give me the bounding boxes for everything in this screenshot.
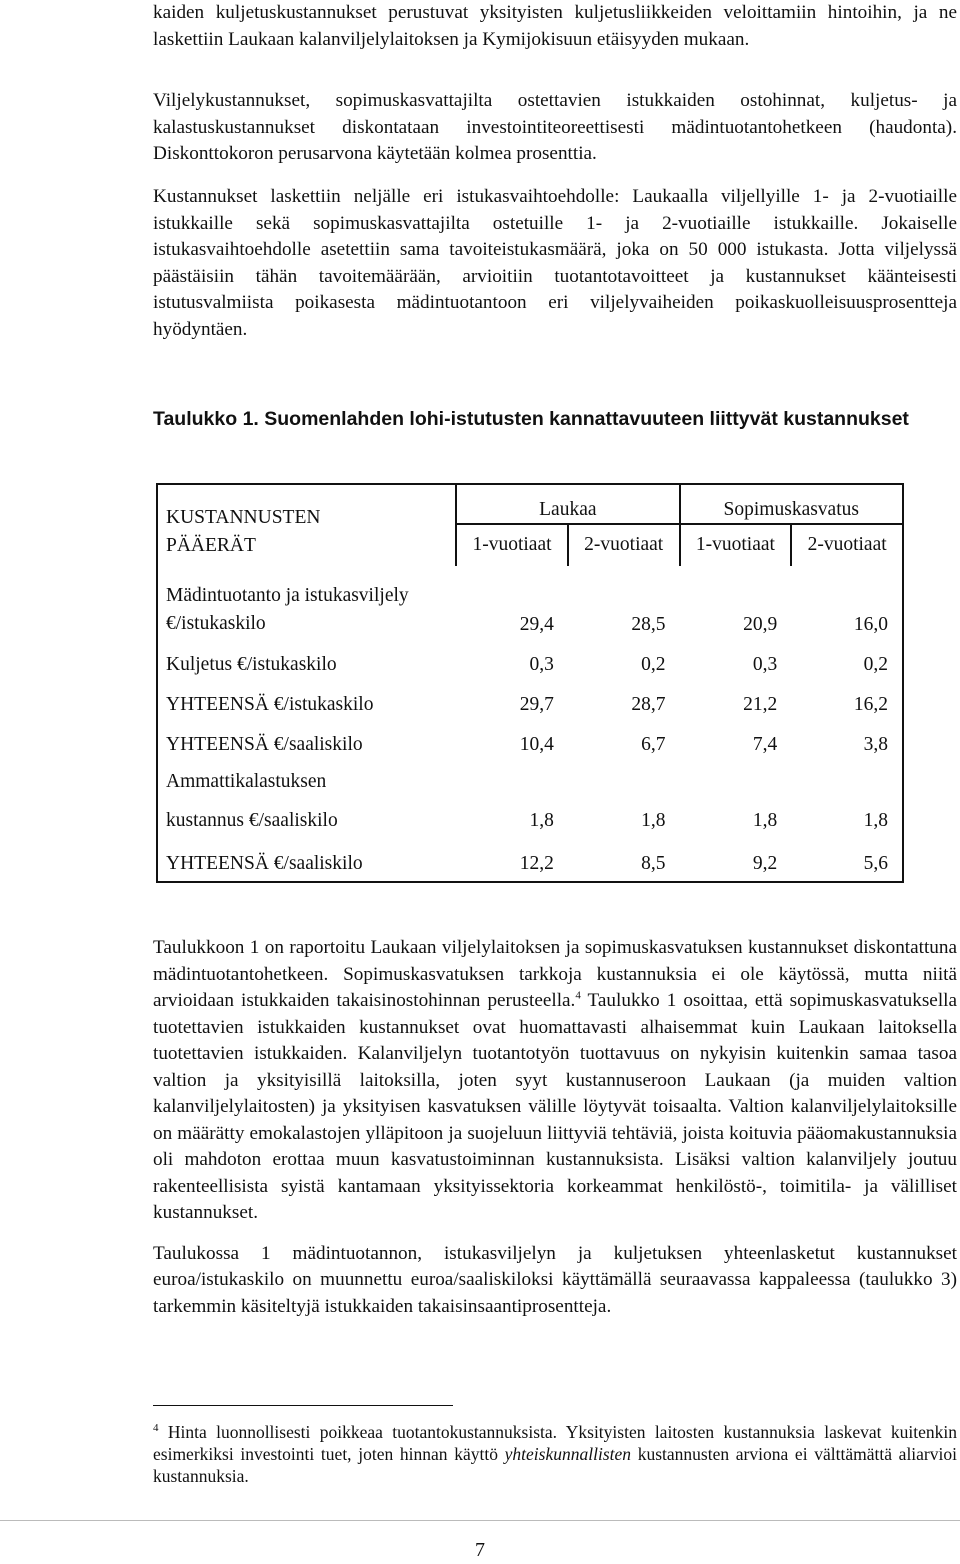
row-label: €/istukaskilo bbox=[166, 613, 266, 634]
cell-value: 1,8 bbox=[641, 809, 666, 831]
row-label-line: Ammattikalastuksen bbox=[166, 771, 327, 792]
cell-value: 6,7 bbox=[641, 733, 666, 755]
footnote-marker: 4 bbox=[153, 1422, 159, 1435]
cell-value: 12,2 bbox=[519, 852, 554, 874]
paragraph-intro-3: Kustannukset laskettiin neljälle eri istukasvaihtoehdolle: Laukaalla viljellyille 1- ja 2-vuotiaille istukkaille sekä sopimuskasvattajilta ostetuille 1- ja 2-vuotiaille istukkaille. Jokaiselle istukasvaihtoehdolle asetettiin sama tavoiteistukasmäärä, joka on 50 000 istukasta. Jotta viljelyssä päästäisiin tähän tavoitemäärään, arvioitiin tuotantotavoitteet ja kustannukset käänteisesti istutusvalmiista poikasesta mädintuotantoon eri viljelyvaiheiden poikaskuolleisuusprosentteja hyödyntäen. bbox=[153, 186, 957, 340]
cell-value: 1,8 bbox=[529, 809, 554, 831]
corner-line-1: KUSTANNUSTEN bbox=[166, 507, 321, 528]
table-row bbox=[157, 840, 903, 882]
paragraph-text: Taulukko 1 osoittaa, että sopimuskasvatuksella tuotettavien istukkaiden kustannukset ovat huomattavasti alhaisemmat kuin Laukaan laitoksella tuotettavien istukkaiden. Kalanviljelyn tuotantotyön tuottavuus on nykyisin kuitenkin samaa tasoa valtion ja yksityisillä laitoksilla, joten syyt kustannuseroon Laukaan (ja muiden valtion kalanviljelylaitosten) ja yksityisen kasvatuksen välille löytyvät toisaalta. Valtion kalanviljelylaitoksille on määrätty emokalastojen ylläpitoon ja suojeluun liittyviä tehtäviä, joista koituvia pääomakustannuksia oli mahdoton erottaa muun kasvatustoiminnan kustannuksista. Lisäksi valtion kalanviljely joutuu rakenteellisista syistä kantamaan yksityissektoria korkeammat henkilöstö-, toimitila- ja välilliset kustannukset. bbox=[153, 990, 957, 1223]
cell-value: 0,2 bbox=[863, 653, 888, 675]
paragraph-intro-2: Viljelykustannukset, sopimuskasvattajilta ostettavien istukkaiden ostohinnat, kuljetus- ja kalastuskustannukset diskontataan investointiteoreettisesti mädintuotantohetkeen (haudonta). Diskonttokoron perusarvona käytetään kolmea prosenttia. bbox=[153, 90, 957, 164]
footnote-text: Hinta luonnollisesti poikkeaa tuotantokustannuksista. Yksityisten laitosten kustannuksia laskevat kuitenkin esimerkiksi investointi tuet, joten hinnan käyttö bbox=[153, 1422, 957, 1464]
cell-value: 28,7 bbox=[631, 693, 666, 715]
corner-line-2: PÄÄERÄT bbox=[166, 535, 256, 556]
cell-value: 7,4 bbox=[752, 733, 778, 755]
cell-value: 29,4 bbox=[519, 613, 554, 635]
row-label: YHTEENSÄ €/saaliskilo bbox=[166, 852, 363, 874]
cell-value: 0,3 bbox=[529, 653, 554, 675]
row-label: YHTEENSÄ €/saaliskilo bbox=[166, 733, 363, 755]
row-label: kustannus €/saaliskilo bbox=[166, 810, 338, 831]
footnote-divider bbox=[153, 1405, 453, 1406]
cell-value: 9,2 bbox=[752, 852, 778, 874]
table-row bbox=[157, 566, 903, 642]
footnote bbox=[153, 1421, 957, 1487]
cell-value: 0,3 bbox=[752, 653, 778, 675]
paragraph-intro-1: kaiden kuljetuskustannukset perustuvat yksityisten kuljetusliikkeiden veloittamiin hintoihin, ja ne laskettiin Laukaan kalanviljelylaitoksen ja Kymijokisuun etäisyyden mukaan. bbox=[153, 2, 957, 50]
row-label-line: Mädintuotanto ja istukasviljely bbox=[166, 585, 409, 606]
cost-table bbox=[156, 483, 904, 883]
subheader-2: 2-vuotiaat bbox=[568, 524, 680, 566]
footnote-italic: yhteiskunnallisten bbox=[504, 1444, 632, 1464]
cell-value: 3,8 bbox=[863, 733, 888, 755]
table-row bbox=[157, 722, 903, 762]
subheader-1: 1-vuotiaat bbox=[456, 524, 568, 566]
table-row bbox=[157, 642, 903, 682]
cell-value: 8,5 bbox=[641, 852, 666, 874]
cell-value: 16,0 bbox=[853, 613, 888, 635]
table-row bbox=[157, 682, 903, 722]
cell-value: 0,2 bbox=[641, 653, 666, 675]
cell-value: 20,9 bbox=[743, 613, 778, 635]
cell-value: 1,8 bbox=[752, 809, 778, 831]
table-row bbox=[157, 762, 903, 840]
footnote-reference[interactable]: 4 bbox=[575, 989, 581, 1002]
cell-value: 29,7 bbox=[519, 693, 554, 715]
cell-value: 21,2 bbox=[743, 693, 778, 715]
body-after-table bbox=[153, 935, 957, 1320]
paragraph-conversion: Taulukossa 1 mädintuotannon, istukasviljelyn ja kuljetuksen yhteenlasketut kustannukset euroa/istukaskilo on muunnettu euroa/saaliskiloksi käyttämällä seuraavassa kappaleessa (taulukko 3) tarkemmin käsiteltyjä istukkaiden takaisinsaantiprosentteja. bbox=[153, 1242, 957, 1317]
page-bottom-divider bbox=[0, 1520, 960, 1521]
row-label: YHTEENSÄ €/istukaskilo bbox=[166, 693, 374, 715]
group-header-sopimuskasvatus: Sopimuskasvatus bbox=[680, 484, 903, 524]
table-corner-header bbox=[157, 484, 456, 566]
cell-value: 5,6 bbox=[863, 852, 888, 874]
cell-value: 28,5 bbox=[631, 613, 666, 635]
cell-value: 1,8 bbox=[863, 809, 888, 831]
row-label: Kuljetus €/istukaskilo bbox=[166, 653, 337, 675]
page-number: 7 bbox=[475, 1539, 485, 1561]
cell-value: 16,2 bbox=[853, 693, 888, 715]
paragraph-text: Taulukkoon 1 on raportoitu Laukaan viljelylaitoksen ja sopimuskasvatuksen kustannukset diskontattuna mädintuotantohetkeen. Sopimuskasvatuksen tarkkoja kustannuksia ei ole käytössä, mutta niitä arvioidaan istukkaiden takaisinostohinnan perusteella. bbox=[153, 937, 957, 1011]
subheader-4: 2-vuotiaat bbox=[791, 524, 903, 566]
subheader-3: 1-vuotiaat bbox=[680, 524, 792, 566]
paragraph-table-discussion bbox=[153, 935, 957, 1227]
table-title: Taulukko 1. Suomenlahden lohi-istutusten kannattavuuteen liittyvät kustannukset bbox=[153, 408, 909, 430]
footnote-text: kustannusten arviona ei välttämättä aliarvioi kustannuksia. bbox=[153, 1444, 957, 1486]
group-header-laukaa: Laukaa bbox=[456, 484, 679, 524]
cell-value: 10,4 bbox=[519, 733, 554, 755]
